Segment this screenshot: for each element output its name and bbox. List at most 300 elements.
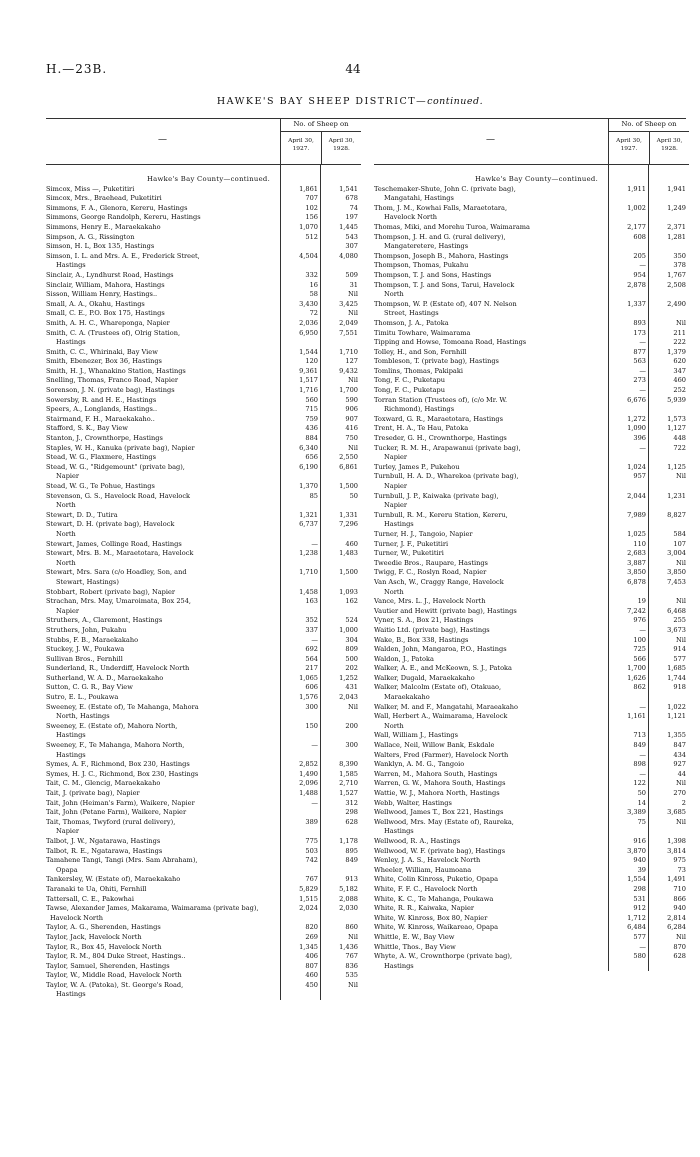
owner-name-text: Warren, M., Mahora South, Hastings [374, 769, 498, 778]
owner-name-continuation: Hastings [56, 750, 86, 759]
sheep-1928: 628 [673, 952, 686, 961]
table-row [374, 329, 689, 339]
owner-name-continuation: Street, Hastings [384, 309, 439, 318]
owner-name-text: Sutton, C. G. R., Bay View [46, 683, 133, 692]
sheep-count-title: No. of Sheep on [281, 118, 361, 132]
sheep-1928: 3,850 [667, 568, 686, 577]
sheep-1928: 509 [345, 270, 358, 279]
owner-name [374, 760, 608, 770]
sheep-1927: 1,544 [299, 347, 318, 356]
owner-name-text: Whittle, Thos., Bay View [374, 942, 456, 951]
owner-name [46, 779, 280, 789]
table-row [46, 923, 361, 933]
table-row [374, 578, 689, 597]
owner-name-text: Stewart, Mrs. B. M., Maraetotara, Havelock [46, 549, 194, 558]
sheep-1927: 3,430 [299, 299, 318, 308]
page-number: 44 [345, 62, 361, 76]
owner-name [374, 329, 608, 339]
owner-name [374, 914, 608, 924]
sheep-1927: 916 [633, 836, 646, 845]
table-row [374, 300, 689, 319]
sheep-1928: 300 [345, 741, 358, 750]
sheep-1927: 1,002 [627, 203, 646, 212]
table-row [374, 664, 689, 674]
owner-name-text: Stewart, D. D., Tutira [46, 510, 118, 519]
owner-name-continuation: Napier [384, 482, 408, 490]
sheep-1928: 1,093 [339, 587, 358, 596]
sheep-1927: 14 [637, 798, 646, 807]
owner-name-text: Tweedie Bros., Raupare, Hastings [374, 558, 488, 567]
table-row [374, 818, 689, 837]
sheep-1927: 1,716 [299, 386, 318, 395]
table-row [46, 348, 361, 358]
owner-name-text: Symes, A. F., Richmond, Box 230, Hastings [46, 760, 190, 769]
sheep-1927: — [311, 741, 318, 750]
owner-name-text: Sweeney, E. (Estate of), Mahora North, [46, 721, 178, 730]
table-row [374, 751, 689, 761]
owner-name [46, 540, 280, 550]
sheep-1927: 19 [637, 597, 646, 606]
sheep-1927: 122 [633, 779, 646, 788]
sheep-1928: 2,508 [667, 280, 686, 289]
sheep-1928: 3,814 [667, 846, 686, 855]
table-row [46, 424, 361, 434]
sheep-1927: 72 [309, 309, 318, 318]
table-row [46, 904, 361, 923]
table-row [374, 367, 689, 377]
owner-name-text: Talbot, R. E., Ngatarawa, Hastings [46, 846, 163, 855]
sheep-1927: 1,515 [299, 894, 318, 903]
sheep-1927: 957 [633, 472, 646, 481]
sheep-1928: 4,080 [339, 251, 358, 260]
owner-name [46, 683, 280, 693]
sheep-count-title: No. of Sheep on [609, 118, 689, 132]
sheep-1927: 460 [305, 971, 318, 980]
table-row [374, 252, 689, 262]
owner-name [46, 300, 280, 310]
owner-name-text: Simcox, Miss —, Puketitiri [46, 184, 135, 193]
owner-name-text: Stewart, James, Collinge Road, Hastings [46, 539, 182, 548]
sheep-1927: 9,361 [299, 366, 318, 375]
owner-name [46, 943, 280, 953]
sheep-1927: 1,272 [627, 414, 646, 423]
owner-name [374, 674, 608, 684]
owner-name [374, 847, 608, 857]
name-column-header: — [486, 135, 495, 145]
table-row [374, 511, 689, 530]
owner-name [374, 703, 608, 713]
sheep-1928: 1,022 [667, 702, 686, 711]
sheep-1928: 1,436 [339, 942, 358, 951]
owner-name [46, 837, 280, 847]
table-row [46, 252, 361, 271]
owner-name [374, 492, 608, 511]
sheep-1927: 6,340 [299, 443, 318, 452]
owner-name-text: Small, C. E., P.O. Box 175, Hastings [46, 309, 165, 318]
table-row [46, 281, 361, 291]
owner-name-continuation: Opapa [56, 865, 78, 874]
sheep-1928: 211 [673, 328, 686, 337]
table-row [374, 281, 689, 300]
sheep-1928: 577 [673, 654, 686, 663]
sheep-1928: 628 [345, 817, 358, 826]
owner-name [46, 204, 280, 214]
table-row [374, 875, 689, 885]
owner-name-text: White, K. C., Te Mahanga, Poukawa [374, 894, 494, 903]
owner-name-text: Whittle, E. W., Bay View [374, 932, 455, 941]
sheep-1928: 6,468 [667, 606, 686, 615]
sheep-1928: Nil [348, 309, 358, 318]
sheep-1928: 500 [345, 654, 358, 663]
sheep-1928: 750 [345, 434, 358, 443]
sheep-1927: 337 [305, 625, 318, 634]
owner-name [374, 223, 608, 233]
table-row [46, 213, 361, 223]
owner-name-continuation: Napier [56, 472, 80, 481]
owner-name-text: Teschemaker-Shute, John C. (private bag), [374, 184, 516, 193]
sheep-1927: — [639, 443, 646, 452]
owner-name-text: Sweeney, F., Te Mahanga, Mahora North, [46, 741, 185, 750]
owner-name [46, 722, 280, 741]
table-row [46, 626, 361, 636]
table-row [46, 453, 361, 463]
owner-name-text: Simmons, Henry E., Maraekakaho [46, 222, 161, 231]
owner-name-text: Staples, W. H., Kanuka (private bag), Napier [46, 443, 195, 452]
owner-name [46, 799, 280, 809]
title-main: HAWKE'S BAY SHEEP DISTRICT— [216, 96, 428, 107]
sheep-1927: 692 [305, 645, 318, 654]
sheep-1928: 543 [345, 232, 358, 241]
owner-name-text: Simmons, George Randolph, Kereru, Hastings [46, 213, 201, 222]
owner-name-text: Stafford, S. K., Bay View [46, 424, 128, 433]
sheep-1927: — [639, 386, 646, 395]
owner-name-text: Tankersley, W. (Estate of), Maraekakaho [46, 875, 181, 884]
owner-name-text: Simcox, Mrs., Braehead, Puketitiri [46, 194, 162, 203]
sheep-1928: Nil [676, 597, 686, 606]
owner-name-continuation: Hastings [384, 520, 414, 529]
table-row [374, 616, 689, 626]
sheep-1928: 162 [345, 597, 358, 606]
sheep-1928: 50 [349, 491, 358, 500]
owner-name-text: Turner, W., Puketitiri [374, 549, 444, 558]
table-row [374, 549, 689, 559]
sheep-1927: 85 [309, 491, 318, 500]
sheep-count-header [608, 118, 689, 164]
sheep-1927: 608 [633, 232, 646, 241]
owner-name [374, 530, 608, 540]
owner-name [46, 329, 280, 348]
owner-name [46, 962, 280, 972]
owner-name [46, 933, 280, 943]
sheep-1928: Nil [676, 318, 686, 327]
sheep-1927: 564 [305, 654, 318, 663]
owner-name [374, 511, 608, 530]
col-1927-header: April 30, 1927. [616, 138, 642, 152]
sheep-1928: 1,685 [667, 664, 686, 673]
sheep-1928: Nil [348, 980, 358, 989]
owner-name [46, 818, 280, 837]
table-row [374, 683, 689, 702]
owner-name-text: Toxward, G. R., Maraetotara, Hastings [374, 414, 504, 423]
table-row [46, 837, 361, 847]
owner-name-text: Turley, James P., Pukehou [374, 462, 460, 471]
sheep-1927: — [639, 261, 646, 270]
table-row [374, 444, 689, 463]
owner-name-text: Tong, F. C., Puketapu [374, 376, 445, 385]
owner-name-continuation: Hastings [384, 827, 414, 836]
sheep-1928: 1,500 [339, 482, 358, 490]
sheep-1927: 1,065 [299, 673, 318, 682]
owner-name-text: Sutro, E. L., Poukawa [46, 693, 119, 702]
sheep-1928: 914 [673, 645, 686, 654]
owner-name [374, 578, 608, 597]
owner-name [374, 770, 608, 780]
owner-name [46, 885, 280, 895]
sheep-1927: 450 [305, 980, 318, 989]
table-row [374, 645, 689, 655]
sheep-1928: Nil [676, 472, 686, 481]
sheep-1927: 2,683 [627, 549, 646, 558]
sheep-1927: 2,852 [299, 760, 318, 769]
owner-name-text: Turnbull, J. P., Kaiwaka (private bag), [374, 491, 499, 500]
owner-name-text: Stewart, D. H. (private bag), Havelock [46, 520, 175, 529]
owner-name [374, 712, 608, 731]
sheep-1927: 2,036 [299, 318, 318, 327]
sheep-1927: 1,025 [627, 529, 646, 538]
left-column [46, 118, 361, 1000]
owner-name [46, 895, 280, 905]
owner-name [374, 933, 608, 943]
sheep-1927: 6,950 [299, 328, 318, 337]
sheep-1927: 707 [305, 194, 318, 203]
sheep-1927: 566 [633, 654, 646, 663]
owner-name [46, 367, 280, 377]
sheep-1928: Nil [348, 290, 358, 299]
sheep-1927: 767 [305, 875, 318, 884]
owner-name-text: Smith, A. H. C., Whareponga, Napier [46, 318, 170, 327]
sheep-1928: 767 [345, 952, 358, 961]
sheep-1928: 710 [673, 884, 686, 893]
table-row [46, 185, 361, 195]
sheep-1927: 3,870 [627, 846, 646, 855]
sheep-1927: 1,861 [299, 184, 318, 193]
owner-name-text: Wellwood, R. A., Hastings [374, 836, 461, 845]
table-row [374, 904, 689, 914]
right-column-header [374, 118, 689, 165]
owner-name [46, 568, 280, 587]
owner-name [374, 731, 608, 741]
table-row [46, 300, 361, 310]
table-row [374, 895, 689, 905]
owner-name-text: White, Colin Kinross, Puketio, Opapa [374, 875, 499, 884]
owner-name [46, 952, 280, 962]
owner-name [374, 616, 608, 626]
owner-name-text: White, W. Kinross, Waikareao, Opapa [374, 923, 499, 932]
sheep-1928: 1,127 [667, 424, 686, 433]
owner-name-text: Sutherland, W. A. D., Maraekakaho [46, 673, 164, 682]
sheep-1928: 836 [345, 961, 358, 970]
sheep-1927: 1,161 [627, 712, 646, 721]
page-title [0, 96, 700, 107]
owner-name-text: Whyte, A. W., Crownthorpe (private bag), [374, 952, 513, 961]
sheep-1928: 849 [345, 856, 358, 865]
table-row [46, 741, 361, 760]
table-row [46, 981, 361, 1000]
owner-name [374, 463, 608, 473]
owner-name [374, 741, 608, 751]
table-row [46, 789, 361, 799]
sheep-1927: 1,710 [299, 568, 318, 577]
owner-name-text: Thompson, T. J. and Sons, Tarui, Havelock [374, 280, 515, 289]
sheep-1927: 531 [633, 894, 646, 903]
owner-name-text: Tait, John (Heiman's Farm), Waikere, Napier [46, 798, 195, 807]
sheep-1927: 820 [305, 923, 318, 932]
sheep-1928: 895 [345, 846, 358, 855]
owner-name-text: Turner, J. F., Puketitiri [374, 539, 449, 548]
sheep-1928: 6,284 [667, 923, 686, 932]
table-row [46, 808, 361, 818]
owner-name [46, 741, 280, 760]
owner-name [46, 492, 280, 511]
owner-name [46, 511, 280, 521]
sheep-1928: 847 [673, 741, 686, 750]
sheep-1927: 75 [637, 817, 646, 826]
owner-name-text: Thompson, W. P. (Estate of), 407 N. Nelson [374, 299, 517, 308]
table-row [374, 674, 689, 684]
owner-name [46, 463, 280, 482]
table-row [46, 779, 361, 789]
sheep-1928: 584 [673, 529, 686, 538]
sheep-1928: 200 [345, 721, 358, 730]
owner-name [46, 847, 280, 857]
table-row [374, 943, 689, 953]
sheep-1927: 6,878 [627, 577, 646, 586]
sheep-1928: 378 [673, 261, 686, 270]
document-code: H.—23B. [46, 62, 108, 76]
owner-name-continuation: Hastings [56, 731, 86, 740]
sheep-1927: 2,177 [627, 222, 646, 231]
sheep-1927: 2,024 [299, 904, 318, 913]
owner-name-text: Treseder, G. H., Crownthorpe, Hastings [374, 434, 507, 443]
owner-name-continuation: North [56, 501, 76, 510]
right-table-body [374, 165, 689, 971]
owner-name-text: Talbot, J. W., Ngatarawa, Hastings [46, 836, 161, 845]
sheep-1928: 809 [345, 645, 358, 654]
sheep-1927: 954 [633, 270, 646, 279]
owner-name [374, 444, 608, 463]
sheep-1928: 312 [345, 798, 358, 807]
owner-name [374, 386, 608, 396]
sheep-1927: 100 [633, 635, 646, 644]
owner-name-text: Twigg, F. C., Roslyn Road, Napier [374, 568, 487, 577]
table-row [46, 760, 361, 770]
table-row [46, 204, 361, 214]
owner-name [374, 338, 608, 348]
table-row [46, 674, 361, 684]
owner-name [374, 396, 608, 415]
table-row [374, 789, 689, 799]
owner-name [374, 751, 608, 761]
owner-name [374, 664, 608, 674]
sheep-1927: 580 [633, 952, 646, 961]
sheep-1928: 1,541 [339, 184, 358, 193]
owner-name [374, 424, 608, 434]
table-row [46, 693, 361, 703]
page-header [46, 62, 660, 76]
table-row [46, 875, 361, 885]
sheep-1927: — [311, 635, 318, 644]
sheep-1927: 862 [633, 683, 646, 692]
owner-name-continuation: Napier [384, 501, 408, 510]
table-row [374, 261, 689, 271]
sheep-1927: 1,321 [299, 510, 318, 519]
owner-name-continuation: Napier [56, 606, 80, 615]
sheep-1927: 7,242 [627, 606, 646, 615]
owner-name-text: Tait, C. M., Glencig, Maraekakaho [46, 779, 161, 788]
sheep-1927: 7,989 [627, 510, 646, 519]
owner-name-continuation: North [56, 529, 76, 538]
owner-name-text: Simpson, A. G., Rissington [46, 232, 135, 241]
owner-name-text: Vance, Mrs. L. J., Havelock North [374, 597, 486, 606]
sheep-1928: 44 [677, 769, 686, 778]
sheep-1928: 3,425 [339, 299, 358, 308]
sheep-1927: 2,878 [627, 280, 646, 289]
owner-name-text: Wellwood, W. F. (private bag), Hastings [374, 846, 506, 855]
owner-name-continuation: North [384, 290, 404, 299]
owner-name-text: Van Asch, W., Craggy Range, Havelock [374, 577, 504, 586]
table-row [374, 799, 689, 809]
table-row [374, 866, 689, 876]
owner-name [374, 923, 608, 933]
owner-name-continuation: North [56, 558, 76, 567]
owner-name-text: Simmons, F. A., Glenora, Kereru, Hastings [46, 203, 188, 212]
table-row [46, 636, 361, 646]
sheep-1927: 6,484 [627, 923, 646, 932]
owner-name-text: Taylor, A. G., Sherenden, Hastings [46, 923, 161, 932]
owner-name [46, 664, 280, 674]
table-row [46, 799, 361, 809]
sheep-1927: 606 [305, 683, 318, 692]
owner-name-text: Tombleson, T. (private bag), Hastings [374, 357, 499, 366]
table-row [46, 511, 361, 521]
sheep-1928: 222 [673, 338, 686, 347]
table-row [46, 482, 361, 492]
sheep-1928: 1,744 [667, 673, 686, 682]
owner-name-text: Turnbull, H. A. D., Wharekoa (private bag), [374, 472, 519, 481]
owner-name-text: White, F. F. C., Havelock North [374, 884, 478, 893]
sheep-1927: 3,887 [627, 558, 646, 567]
sheep-1928: 307 [345, 242, 358, 251]
table-row [374, 530, 689, 540]
owner-name-text: Taylor, Jack, Havelock North [46, 932, 142, 941]
sheep-1928: 1,445 [339, 222, 358, 231]
owner-name-text: Walker, M. and F., Mangatahi, Maraeakaho [374, 702, 518, 711]
owner-name-text: Small, A. A., Okahu, Hastings [46, 299, 145, 308]
owner-name-text: Wallace, Neil, Willow Bank, Eskdale [374, 741, 495, 750]
table-row [374, 952, 689, 971]
table-row [374, 885, 689, 895]
owner-name-text: Stairmand, F. H., Maraekakaho.. [46, 414, 155, 423]
table-row [374, 338, 689, 348]
sheep-1927: 912 [633, 904, 646, 913]
owner-name [46, 971, 280, 981]
sheep-1928: 304 [345, 635, 358, 644]
table-row [46, 309, 361, 319]
sheep-1927: 352 [305, 616, 318, 625]
sheep-1928: Nil [348, 443, 358, 452]
owner-name [374, 185, 608, 204]
sheep-1928: 940 [673, 904, 686, 913]
